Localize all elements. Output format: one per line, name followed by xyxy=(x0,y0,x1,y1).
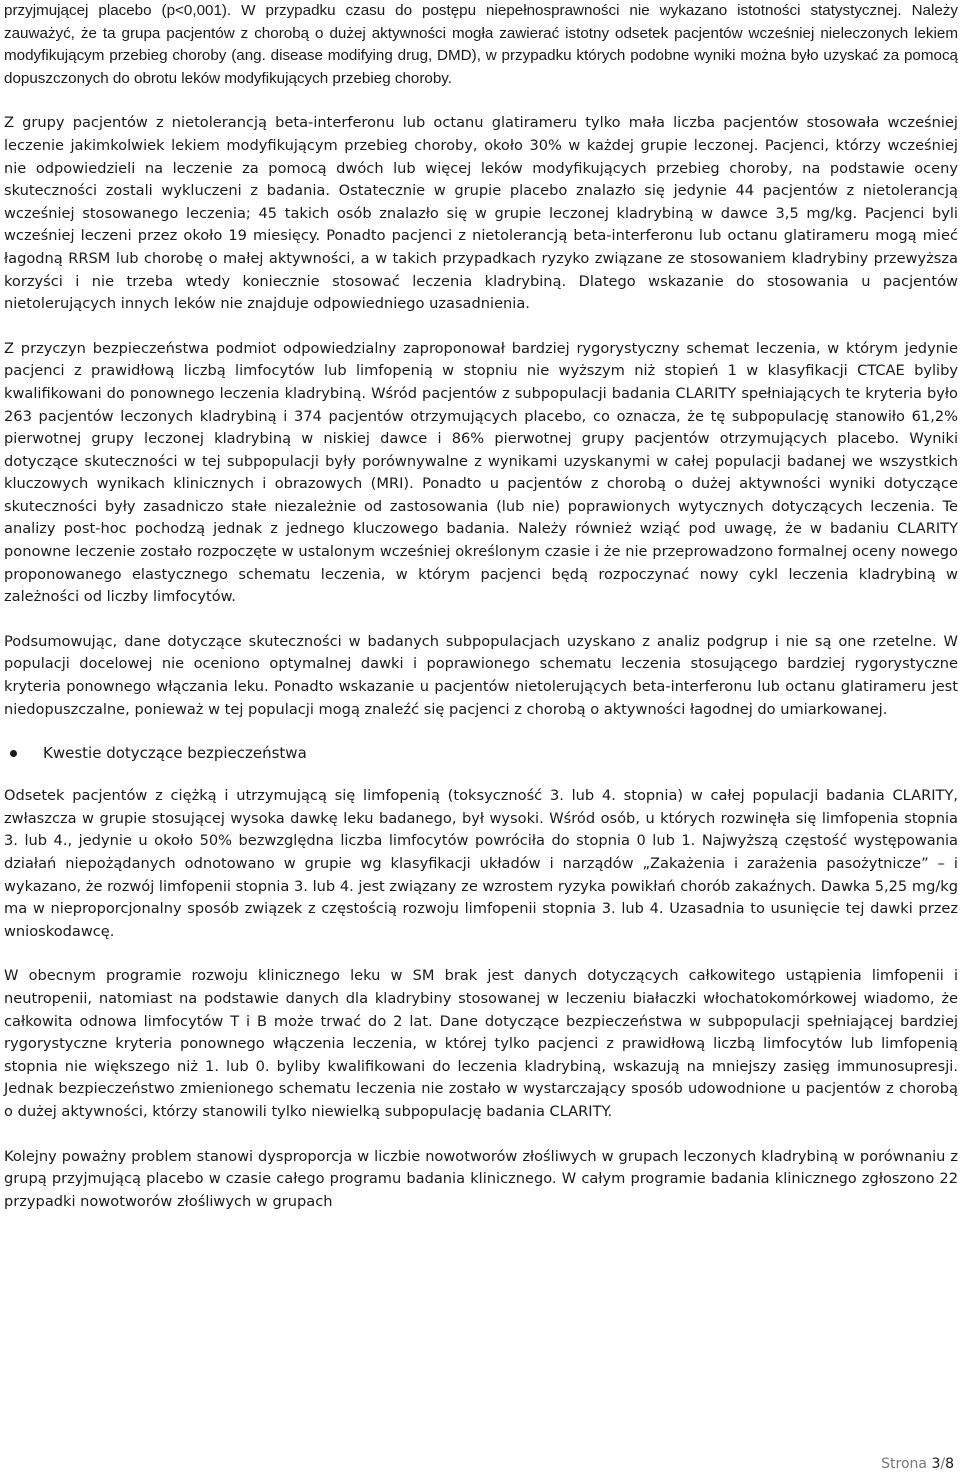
paragraph-clinical-program: W obecnym programie rozwoju klinicznego leku w SM brak jest danych dotyczących całkowitego ustąpienia limfopenii i neutropenii, natomiast na podstawie danych dla kladrybiny stosowanej w leczeniu białaczki włochatokomórkowej wiadomo, że całkowita odnowa limfocytów T i B może trwać do 2 lat. Dane dotyczące bezpieczeństwa w subpopulacji spełniającej bardziej rygorystyczne kryteria ponownego włączenia leczenia, w której tylko pacjenci z prawidłową liczbą limfocytów lub limfopenią stopnia nie większego niż 1. lub 0. byliby kwalifikowani do leczenia kladrybiną, wskazują na mniejszy zasięg immunosupresji. Jednak bezpieczeństwo zmienionego schematu leczenia nie zostało w wystarczający sposób udowodnione u pacjentów z chorobą o dużej aktywności, którzy stanowili tylko niewielką subpopulację badania CLARITY. xyxy=(4,967,958,1120)
footer-page-number: 3 xyxy=(931,1456,941,1472)
bullet-icon xyxy=(10,750,17,757)
paragraph-summary: Podsumowując, dane dotyczące skuteczności w badanych subpopulacjach uzyskano z analiz podgrup i nie są one rzetelne. W populacji docelowej nie oceniono optymalnej dawki i poprawionego schematu leczenia stosującego bardziej rygorystyczne kryteria ponownego włączania leku. Ponadto wskazanie u pacjentów nietolerujących beta-interferonu lub octanu glatirameru jest niedopuszczalne, ponieważ w tej populacji mogą znaleźć się pacjenci z chorobą o aktywności łagodnej do umiarkowanej. xyxy=(4,632,958,718)
paragraph-intolerance: Z grupy pacjentów z nietolerancją beta-interferonu lub octanu glatirameru tylko mała liczba pacjentów stosowała wcześniej leczenie jakimkolwiek lekiem modyfikującym przebieg choroby, około 30% w każdej grupie leczonej. Pacjenci, którzy wcześniej nie odpowiedzieli na leczenie za pomocą dwóch lub więcej leków modyfikujących przebieg choroby, na podstawie oceny skuteczności zostali wykluczeni z badania. Ostatecznie w grupie placebo znalazło się jedynie 44 pacjentów z nietolerancją wcześniej stosowanego leczenia; 45 takich osób znalazło się w grupie leczonej kladrybiną w dawce 3,5 mg/kg. Pacjenci byli wcześniej leczeni przez około 19 miesięcy. Ponadto pacjenci z nietolerancją beta-interferonu lub octanu glatirameru mogą mieć łagodną RRSM lub chorobę o małej aktywności, a w takich przypadkach ryzyko związane ze stosowaniem kladrybiny przewyższa korzyści i nie trzeba wtedy koniecznie stosować leczenia kladrybiną. Dlatego wskazanie do stosowania u pacjentów nietolerujących innych leków nie znajduje odpowiedniego uzasadnienia. xyxy=(4,114,958,313)
paragraph-efficacy-intro: przyjmującej placebo (p<0,001). W przypadku czasu do postępu niepełnosprawności nie wykazano istotności statystycznej. Należy zauważyć, że ta grupa pacjentów z chorobą o dużej aktywności mogła zawierać istotny odsetek pacjentów wcześniej nieleczonych lekiem modyfikującym przebieg choroby (ang. disease modifying drug, DMD), w przypadku których podobne wyniki można było uzyskać za pomocą dopuszczonych do obrotu leków modyfikujących przebieg choroby. xyxy=(4,2,958,87)
bullet-label: Kwestie dotyczące bezpieczeństwa xyxy=(43,744,307,763)
footer-separator: / xyxy=(940,1456,946,1472)
document-page xyxy=(4,0,958,1213)
paragraph-malignancies: Kolejny poważny problem stanowi dysproporcja w liczbie nowotworów złośliwych w grupach leczonych kladrybiną w porównaniu z grupą przyjmującą placebo w czasie całego programu badania klinicznego. W całym programie badania klinicznego zgłoszono 22 przypadki nowotworów złośliwych w grupach xyxy=(4,1147,958,1210)
footer-label: Strona xyxy=(881,1456,927,1472)
paragraph-safety-regimen: Z przyczyn bezpieczeństwa podmiot odpowiedzialny zaproponował bardziej rygorystyczny schemat leczenia, w którym jedynie pacjenci z prawidłową liczbą limfocytów lub limfopenią w stopniu nie wyższym niż stopień 1 w klasyfikacji CTCAE byliby kwalifikowani do ponownego leczenia kladrybiną. Wśród pacjentów z subpopulacji badania CLARITY spełniających te kryteria było 263 pacjentów leczonych kladrybiną i 374 pacjentów otrzymujących placebo, co oznacza, że tę subpopulację stanowiło 61,2% pierwotnej grupy leczonej kladrybiną w niskiej dawce i 86% pierwotnej grupy pacjentów otrzymujących placebo. Wyniki dotyczące skuteczności w tej subpopulacji były porównywalne z wynikami uzyskanymi w całej populacji badanej we wszystkich kluczowych wynikach klinicznych i obrazowych (MRI). Ponadto u pacjentów z chorobą o dużej aktywności wyniki dotyczące skuteczności były zasadniczo stałe niezależnie od zastosowania (lub nie) poprawionych wytycznych dotyczących leczenia. Te analizy post-hoc pochodzą jednak z jednego kluczowego badania. Należy również wziąć pod uwagę, że w badaniu CLARITY ponowne leczenie zostało rozpoczęte w ustalonym wcześniej określonym czasie i że nie przeprowadzono formalnej oceny nowego proponowanego elastycznego schematu leczenia, w którym pacjenci będą rozpoczynać nowy cykl leczenia kladrybiną w zależności od liczby limfocytów. xyxy=(4,339,958,606)
page-footer xyxy=(881,1456,954,1472)
footer-page-total: 8 xyxy=(945,1456,954,1472)
bullet-item-safety xyxy=(4,741,958,765)
paragraph-lymphopenia: Odsetek pacjentów z ciężką i utrzymującą się limfopenią (toksyczność 3. lub 4. stopnia) w całej populacji badania CLARITY, zwłaszcza w grupie stosującej wysoka dawkę leku badanego, był wysoki. Wśród osób, u których rozwinęła się limfopenia stopnia 3. lub 4., jedynie u około 50% bezwzględna liczba limfocytów powróciła do stopnia 0 lub 1. Najwyższą częstość występowania działań niepożądanych odnotowano w grupie wg klasyfikacji układów i narządów „Zakażenia i zarażenia pasożytnicze” – i wykazano, że rozwój limfopenii stopnia 3. lub 4. jest związany ze wzrostem ryzyka powikłań chorób zakaźnych. Dawka 5,25 mg/kg ma w nieproporcjonalny sposób związek z częstością rozwoju limfopenii stopnia 3. lub 4. Uzasadnia to usunięcie tej dawki przez wnioskodawcę. xyxy=(4,787,958,940)
